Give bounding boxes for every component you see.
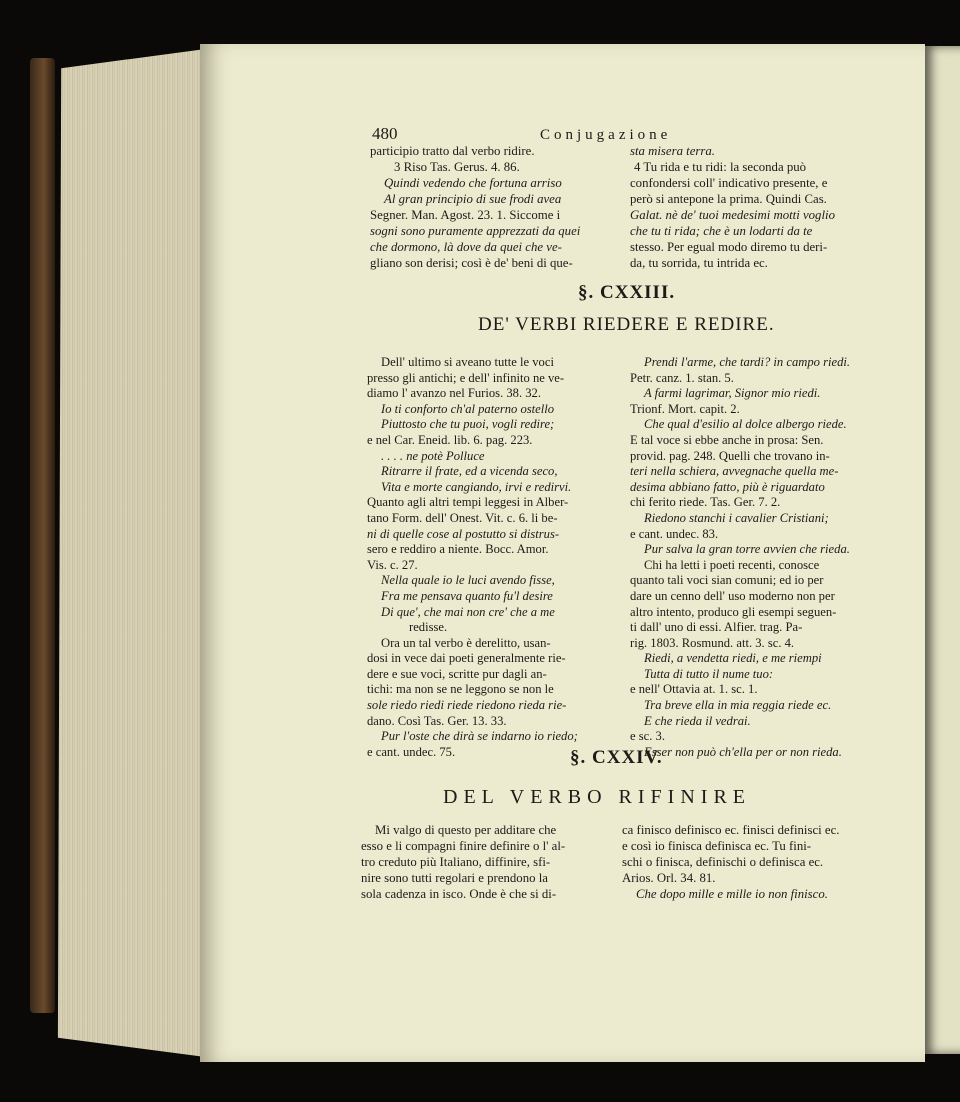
text-line: e sc. 3. [630, 729, 665, 744]
text-line: diamo l' avanzo nel Furios. 38. 32. [367, 386, 542, 401]
text-line: Quanto agli altri tempi leggesi in Alber- [367, 495, 569, 510]
text-line: Trionf. Mort. capit. 2. [630, 401, 740, 416]
text-line: rig. 1803. Rosmund. att. 3. sc. 4. [630, 635, 795, 650]
text-line: che dormono, là dove da quei che ve- [370, 240, 562, 254]
text-line: e cant. undec. 83. [630, 526, 719, 541]
text-line: Segner. Man. Agost. 23. 1. Siccome i [370, 208, 561, 222]
text-line: teri nella schiera, avvegnache quella me- [630, 464, 839, 479]
text-line: Pur salva la gran torre avvien che rieda. [644, 542, 850, 557]
text-line: desima abbiano fatto, più è riguardato [630, 479, 825, 494]
text-line: redisse. [409, 620, 448, 635]
text-line: Che qual d'esilio al dolce albergo riede. [644, 417, 847, 432]
text-line: Ora un tal verbo è derelitto, usan- [381, 635, 551, 650]
text-line: dosi in vece dai poeti generalmente rie- [367, 651, 566, 666]
text-line: e nell' Ottavia at. 1. sc. 1. [630, 682, 758, 697]
text-line: A farmi lagrimar, Signor mio riedi. [644, 386, 821, 401]
text-line: stesso. Per egual modo diremo tu deri- [630, 240, 828, 254]
text-line: 3 Riso Tas. Gerus. 4. 86. [394, 160, 520, 174]
block3-right-column [622, 822, 872, 902]
page-number: 480 [372, 124, 398, 143]
text-line: quanto tali voci sian comuni; ed io per [630, 573, 824, 588]
section-title: DE' VERBI RIEDERE E REDIRE. [478, 314, 775, 335]
text-line: provid. pag. 248. Quelli che trovano in- [630, 448, 830, 463]
text-line: Quindi vedendo che fortuna arriso [384, 176, 562, 190]
text-line: ca finisco definisco ec. finisci definisci ec. [622, 823, 840, 837]
text-line: e così io finisca definisca ec. Tu fini- [622, 839, 812, 853]
text-line: sole riedo riedi riede riedono rieda rie- [367, 698, 567, 713]
block1-left-column [370, 143, 620, 271]
text-line: E che rieda il vedrai. [644, 713, 751, 728]
block2-left-column [367, 355, 617, 760]
text-line: Dell' ultimo si aveano tutte le voci [381, 355, 554, 369]
text-line: tano Form. dell' Onest. Vit. c. 6. li be- [367, 510, 558, 525]
text-line: Nella quale io le luci avendo fisse, [381, 573, 555, 588]
text-line: però si antepone la prima. Quindi Cas. [630, 192, 827, 206]
text-line: dere e sue voci, scritte pur dagli an- [367, 666, 547, 681]
page-edges [48, 48, 213, 1058]
text-line: chi ferito riede. Tas. Ger. 7. 2. [630, 495, 781, 510]
text-line: participio tratto dal verbo ridire. [370, 144, 535, 158]
text-line: tichi: ma non se ne leggono se non le [367, 682, 554, 697]
text-line: ni di quelle cose al postutto si distrus- [367, 526, 560, 541]
text-line: E tal voce si ebbe anche in prosa: Sen. [630, 432, 824, 447]
text-line: sta misera terra. [630, 144, 715, 158]
text-line: e cant. undec. 75. [367, 744, 456, 759]
text-line: nire sono tutti regolari e prendono la [361, 871, 548, 885]
text-line: Mi valgo di questo per additare che [375, 823, 557, 837]
text-line: Che dopo mille e mille io non finisco. [636, 887, 828, 901]
text-line: dare un cenno dell' uso moderno non per [630, 588, 835, 603]
text-line: e nel Car. Eneid. lib. 6. pag. 223. [367, 432, 533, 447]
text-line: Fra me pensava quanto fu'l desire [381, 588, 553, 603]
text-line: presso gli antichi; e dell' infinito ne ve- [367, 370, 565, 385]
text-line: Vis. c. 27. [367, 557, 418, 572]
block2-right-column [630, 355, 880, 760]
block3-left-column [361, 822, 611, 902]
text-line: da, tu sorrida, tu intrida ec. [630, 256, 768, 270]
text-line: sero e reddiro a niente. Bocc. Amor. [367, 542, 549, 557]
text-line: esso e li compagni finire definire o l' al- [361, 839, 566, 853]
text-line: gliano son derisi; così è de' beni di que- [370, 256, 573, 270]
facing-page-edge [925, 46, 960, 1054]
text-line: Riedono stanchi i cavalier Cristiani; [644, 510, 829, 525]
text-line: altro intento, produco gli esempi seguen- [630, 604, 837, 619]
text-line: che tu ti rida; che è un lodarti da te [630, 224, 813, 238]
text-line: tro creduto più Italiano, diffinire, sfi- [361, 855, 551, 869]
text-line: Esser non può ch'ella per or non rieda. [644, 744, 842, 759]
section-number: §. CXXIV. [570, 747, 663, 768]
book-cover-edge [30, 58, 55, 1013]
text-line: Tutta di tutto il nume tuo: [644, 666, 774, 681]
text-line: Galat. nè de' tuoi medesimi motti voglio [630, 208, 835, 222]
text-line: dano. Così Tas. Ger. 13. 33. [367, 713, 507, 728]
text-line: schi o finisca, definischi o definisca ec. [622, 855, 824, 869]
text-line: Al gran principio di sue frodi avea [384, 192, 562, 206]
text-line: Prendi l'arme, che tardi? in campo riedi. [644, 355, 851, 369]
text-line: . . . . ne potè Polluce [381, 448, 485, 463]
text-line: confondersi coll' indicativo presente, e [630, 176, 828, 190]
text-line: Pur l'oste che dirà se indarno io riedo; [381, 729, 578, 744]
text-line: 4 Tu rida e tu ridi: la seconda può [634, 160, 807, 174]
text-line: Io ti conforto ch'al paterno ostello [381, 401, 555, 416]
text-line: ti dall' uno di essi. Alfier. trag. Pa- [630, 620, 803, 635]
running-title: Conjugazione [540, 127, 672, 143]
section-title: DEL VERBO RIFINIRE [443, 786, 751, 808]
text-line: Di que', che mai non cre' che a me [381, 604, 555, 619]
text-line: sola cadenza in isco. Onde è che si di- [361, 887, 557, 901]
text-line: Petr. canz. 1. stan. 5. [630, 370, 734, 385]
text-line: Vita e morte cangiando, irvi e redirvi. [381, 479, 572, 494]
section-number: §. CXXIII. [578, 282, 676, 303]
text-line: Tra breve ella in mia reggia riede ec. [644, 698, 832, 713]
text-line: Ritrarre il frate, ed a vicenda seco, [381, 464, 558, 479]
text-line: sogni sono puramente apprezzati da quei [370, 224, 581, 238]
text-line: Riedi, a vendetta riedi, e me riempi [644, 651, 822, 666]
text-line: Piuttosto che tu puoi, vogli redire; [381, 417, 555, 432]
block1-right-column [630, 143, 880, 271]
text-line: Chi ha letti i poeti recenti, conosce [644, 557, 820, 572]
text-line: Arios. Orl. 34. 81. [622, 871, 716, 885]
